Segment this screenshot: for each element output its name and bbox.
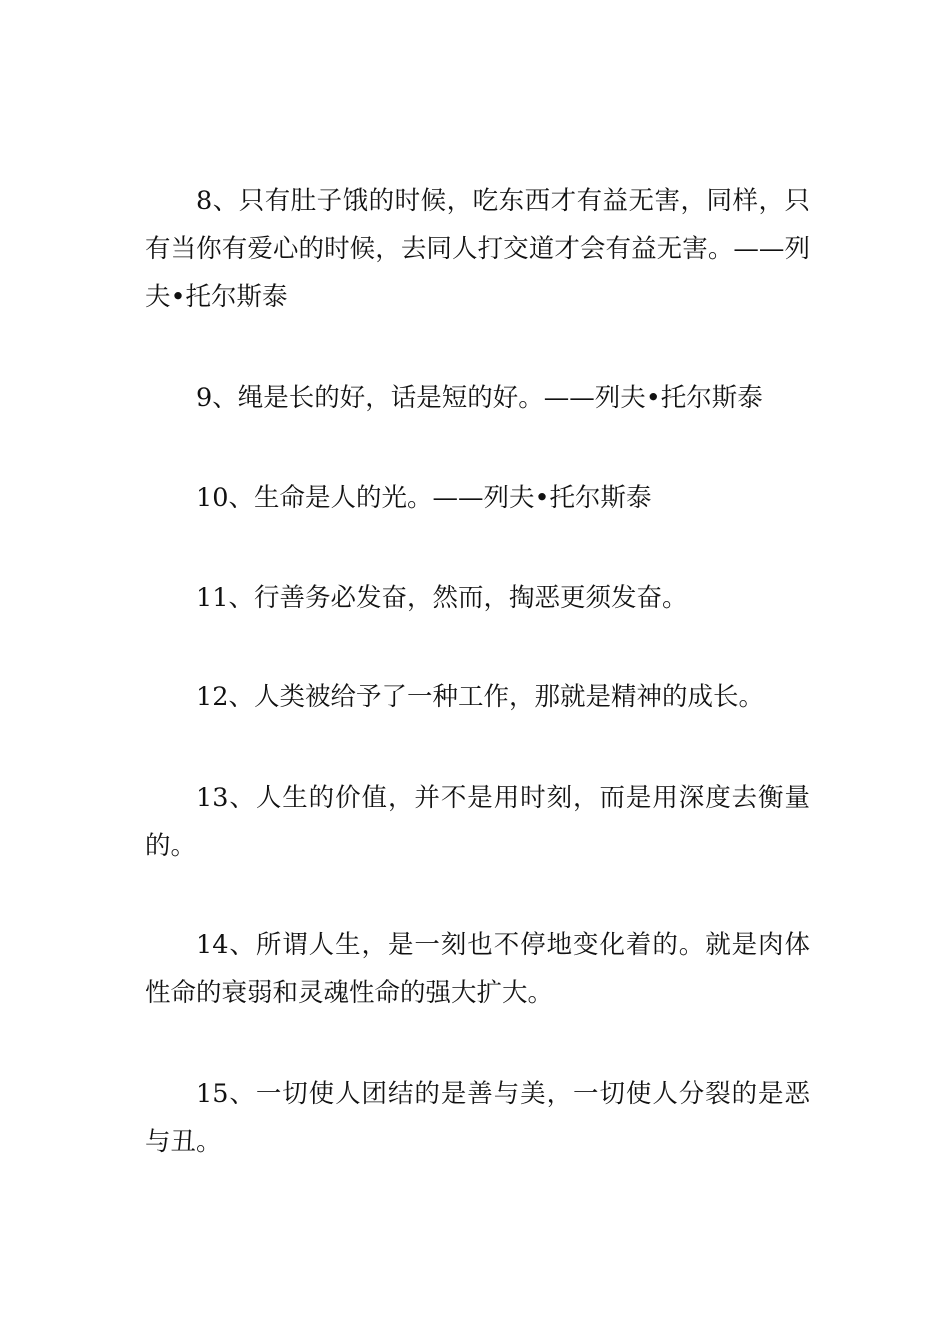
quote-paragraph-13: 13、人生的价值，并不是用时刻，而是用深度去衡量的。	[145, 783, 810, 861]
quote-paragraph-11: 11、行善务必发奋，然而，掏恶更须发奋。	[196, 583, 688, 613]
quote-paragraph-8: 8、只有肚子饿的时候，吃东西才有益无害，同样，只有当你有爱心的时候，去同人打交道才会有益无害。——列夫•托尔斯泰	[145, 186, 810, 312]
quote-paragraph-15: 15、一切使人团结的是善与美，一切使人分裂的是恶与丑。	[145, 1079, 810, 1157]
quote-paragraph-10: 10、生命是人的光。——列夫•托尔斯泰	[196, 483, 652, 513]
quote-paragraph-9: 9、绳是长的好，话是短的好。——列夫•托尔斯泰	[196, 383, 763, 413]
quote-paragraph-12: 12、人类被给予了一种工作，那就是精神的成长。	[196, 682, 764, 712]
quote-paragraph-14: 14、所谓人生，是一刻也不停地变化着的。就是肉体性命的衰弱和灵魂性命的强大扩大。	[145, 930, 810, 1008]
